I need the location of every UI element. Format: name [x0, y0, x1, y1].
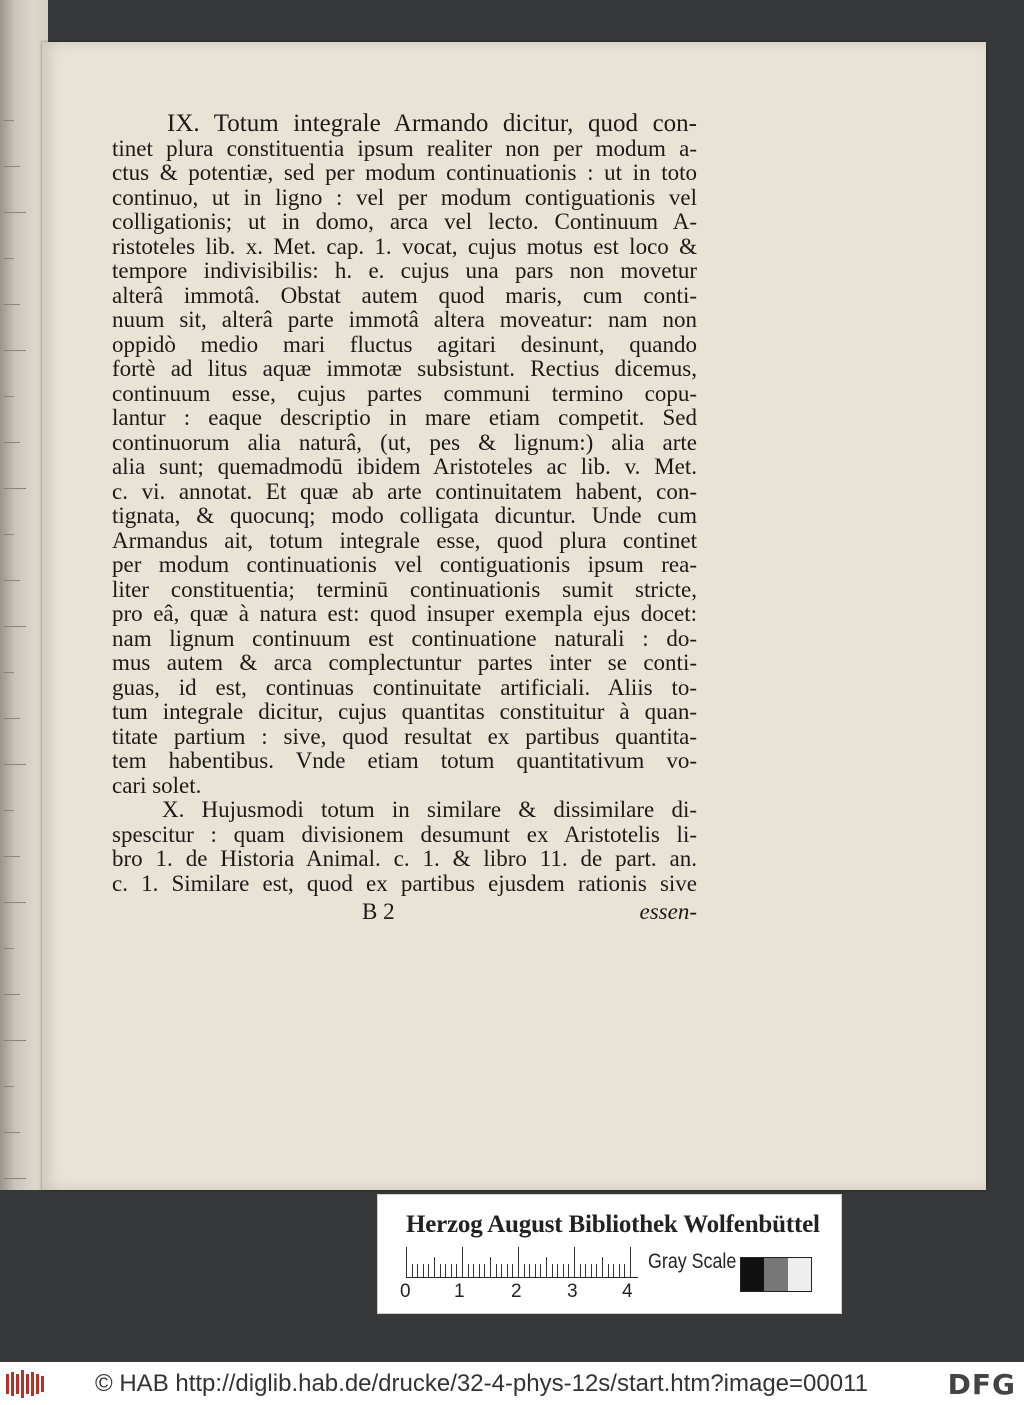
scale-ruler — [406, 1247, 638, 1278]
page-edge-mark — [4, 948, 14, 949]
page-edge-mark — [4, 902, 26, 903]
ruler-tick — [473, 1264, 474, 1277]
page-edge-mark — [4, 212, 26, 213]
text-line: c. 1. Similare est, quod ex partibus ejusdem rationis sive — [112, 870, 697, 896]
text-line: alterâ immotâ. Obstat autem quod maris, cum conti- — [112, 282, 697, 308]
page-edge-mark — [4, 856, 20, 857]
ruler-tick — [619, 1264, 620, 1277]
ruler-tick — [479, 1264, 480, 1277]
ruler-tick — [608, 1264, 609, 1277]
ruler-numbers — [400, 1281, 640, 1301]
ruler-tick — [445, 1264, 446, 1277]
ruler-number: 3 — [567, 1281, 578, 1302]
ruler-tick — [630, 1247, 631, 1277]
text-line: alia sunt; quemadmodū ibidem Aristoteles ac lib. v. Met. — [112, 454, 697, 479]
text-line: mus autem & arca complectuntur partes inter se conti- — [112, 650, 697, 675]
ruler-tick — [428, 1264, 429, 1277]
text-line: ctus & potentiæ, sed per modum continuationis : ut in toto — [112, 160, 697, 185]
page-edge-mark — [4, 1040, 26, 1041]
signature-mark: B 2 — [362, 899, 395, 924]
ruler-tick — [412, 1264, 413, 1277]
gray-step — [764, 1258, 787, 1291]
page-edge-mark — [4, 810, 14, 811]
page-edge-mark — [4, 764, 26, 765]
ruler-tick — [456, 1264, 457, 1277]
gray-scale-swatch — [740, 1257, 812, 1292]
gray-step — [741, 1258, 764, 1291]
ruler-tick — [501, 1264, 502, 1277]
hab-logo-icon — [6, 1370, 46, 1398]
text-line: liter constituentia; terminū continuationis sumit stricte, — [112, 576, 697, 602]
ruler-tick — [568, 1264, 569, 1277]
page-edge-mark — [4, 1132, 20, 1133]
ruler-tick — [613, 1264, 614, 1277]
book-edge — [0, 0, 48, 1190]
gray-step — [788, 1258, 811, 1291]
page-footer — [112, 900, 697, 925]
page-edge-mark — [4, 258, 14, 259]
text-line: titate partium : sive, quod resultat ex partibus quantita- — [112, 723, 697, 749]
text-line: continuum esse, cujus partes communi termino copu- — [112, 380, 697, 406]
ruler-tick — [557, 1264, 558, 1277]
library-name: Herzog August Bibliothek Wolfenbüttel — [406, 1211, 820, 1238]
ruler-number: 2 — [511, 1281, 522, 1302]
text-line: oppidò medio mari fluctus agitari desinunt, quando — [112, 331, 697, 357]
page-edge-mark — [4, 1178, 26, 1179]
ruler-tick — [462, 1247, 463, 1277]
text-line: bro 1. de Historia Animal. c. 1. & libro 11. de part. an. — [112, 846, 697, 871]
text-line: pro eâ, quæ à natura est: quod insuper exempla ejus docet: — [112, 601, 697, 626]
text-line: tum integrale dicitur, cujus quantitas constituitur à quan- — [112, 699, 697, 724]
text-line: spescitur : quam divisionem desumunt ex Aristotelis li- — [112, 821, 697, 847]
ruler-tick — [596, 1264, 597, 1277]
ruler-number: 1 — [454, 1281, 465, 1302]
page-edge-mark — [4, 166, 20, 167]
page-text — [112, 112, 697, 925]
ruler-tick — [468, 1264, 469, 1277]
gray-scale-label: Gray Scale — [648, 1250, 737, 1273]
text-line: nuum sit, alterâ parte immotâ altera moveatur: nam non — [112, 307, 697, 332]
ruler-number: 0 — [400, 1281, 411, 1302]
text-line: lantur : eaque descriptio in mare etiam competit. Sed — [112, 405, 697, 430]
ruler-tick — [507, 1264, 508, 1277]
ruler-tick — [580, 1264, 581, 1277]
page-edge-mark — [4, 442, 20, 443]
ruler-tick — [524, 1264, 525, 1277]
ruler-tick — [540, 1264, 541, 1277]
ruler-tick — [585, 1264, 586, 1277]
text-line: colligationis; ut in domo, arca vel lecto. Continuum A- — [112, 209, 697, 234]
ruler-tick — [512, 1264, 513, 1277]
ruler-number: 4 — [622, 1281, 633, 1302]
text-line: tignata, & quocunq; modo colligata dicuntur. Unde cum — [112, 503, 697, 528]
book-page — [42, 42, 986, 1190]
color-target-card — [377, 1194, 842, 1314]
ruler-tick — [552, 1264, 553, 1277]
text-line: tem habentibus. Vnde etiam totum quantitativum vo- — [112, 748, 697, 773]
text-line: X. Hujusmodi totum in similare & dissimilare di- — [162, 797, 697, 822]
page-edge-mark — [4, 488, 26, 489]
text-line: tempore indivisibilis: h. e. cujus una pars non movetur — [112, 258, 697, 283]
text-line: ristoteles lib. x. Met. cap. 1. vocat, cujus motus est loco & — [112, 233, 697, 259]
ruler-tick — [484, 1264, 485, 1277]
ruler-tick — [451, 1264, 452, 1277]
ruler-tick — [591, 1264, 592, 1277]
page-edge-mark — [4, 120, 14, 121]
text-line: guas, id est, continuas continuitate artificiali. Aliis to- — [112, 674, 697, 700]
ruler-tick — [440, 1264, 441, 1277]
ruler-tick — [529, 1264, 530, 1277]
text-line: Armandus ait, totum integrale esse, quod plura continet — [112, 527, 697, 553]
ruler-tick — [406, 1247, 407, 1277]
ruler-tick — [535, 1264, 536, 1277]
page-edge-mark — [4, 1086, 14, 1087]
catchword: essen- — [639, 899, 697, 924]
page-edge-mark — [4, 350, 26, 351]
page-edge-mark — [4, 672, 14, 673]
ruler-tick — [518, 1247, 519, 1277]
ruler-tick — [546, 1257, 547, 1277]
viewer-footer — [0, 1362, 1024, 1405]
page-edge-mark — [4, 994, 20, 995]
text-line: fortè ad litus aquæ immotæ subsistunt. Rectius dicemus, — [112, 356, 697, 381]
text-line: nam lignum continuum est continuatione naturali : do- — [112, 625, 697, 651]
ruler-tick — [490, 1257, 491, 1277]
ruler-tick — [563, 1264, 564, 1277]
ruler-tick — [602, 1257, 603, 1277]
ruler-tick — [624, 1264, 625, 1277]
text-line: continuorum alia naturâ, (ut, pes & lignum:) alia arte — [112, 429, 697, 455]
ruler-tick — [574, 1247, 575, 1277]
text-line: IX. Totum integrale Armando dicitur, quod con- — [167, 110, 697, 137]
text-line: cari solet. — [112, 772, 202, 798]
text-line: c. vi. annotat. Et quæ ab arte continuitatem habent, con- — [112, 478, 697, 504]
ruler-tick — [423, 1264, 424, 1277]
page-edge-mark — [4, 718, 20, 719]
ruler-tick — [417, 1264, 418, 1277]
text-line: per modum continuationis vel contiguationis ipsum rea- — [112, 552, 697, 577]
page-edge-mark — [4, 580, 20, 581]
page-edge-mark — [4, 534, 14, 535]
ruler-tick — [434, 1257, 435, 1277]
text-line: continuo, ut in ligno : vel per modum contiguationis vel — [112, 184, 697, 210]
copyright-url[interactable]: © HAB http://diglib.hab.de/drucke/32-4-phys-12s/start.htm?image=00011 — [95, 1370, 869, 1397]
page-edge-mark — [4, 626, 26, 627]
ruler-tick — [496, 1264, 497, 1277]
page-edge-mark — [4, 396, 14, 397]
dfg-logo: DFG — [947, 1368, 1016, 1401]
page-edge-mark — [4, 304, 20, 305]
text-line: tinet plura constituentia ipsum realiter non per modum a- — [112, 135, 697, 161]
